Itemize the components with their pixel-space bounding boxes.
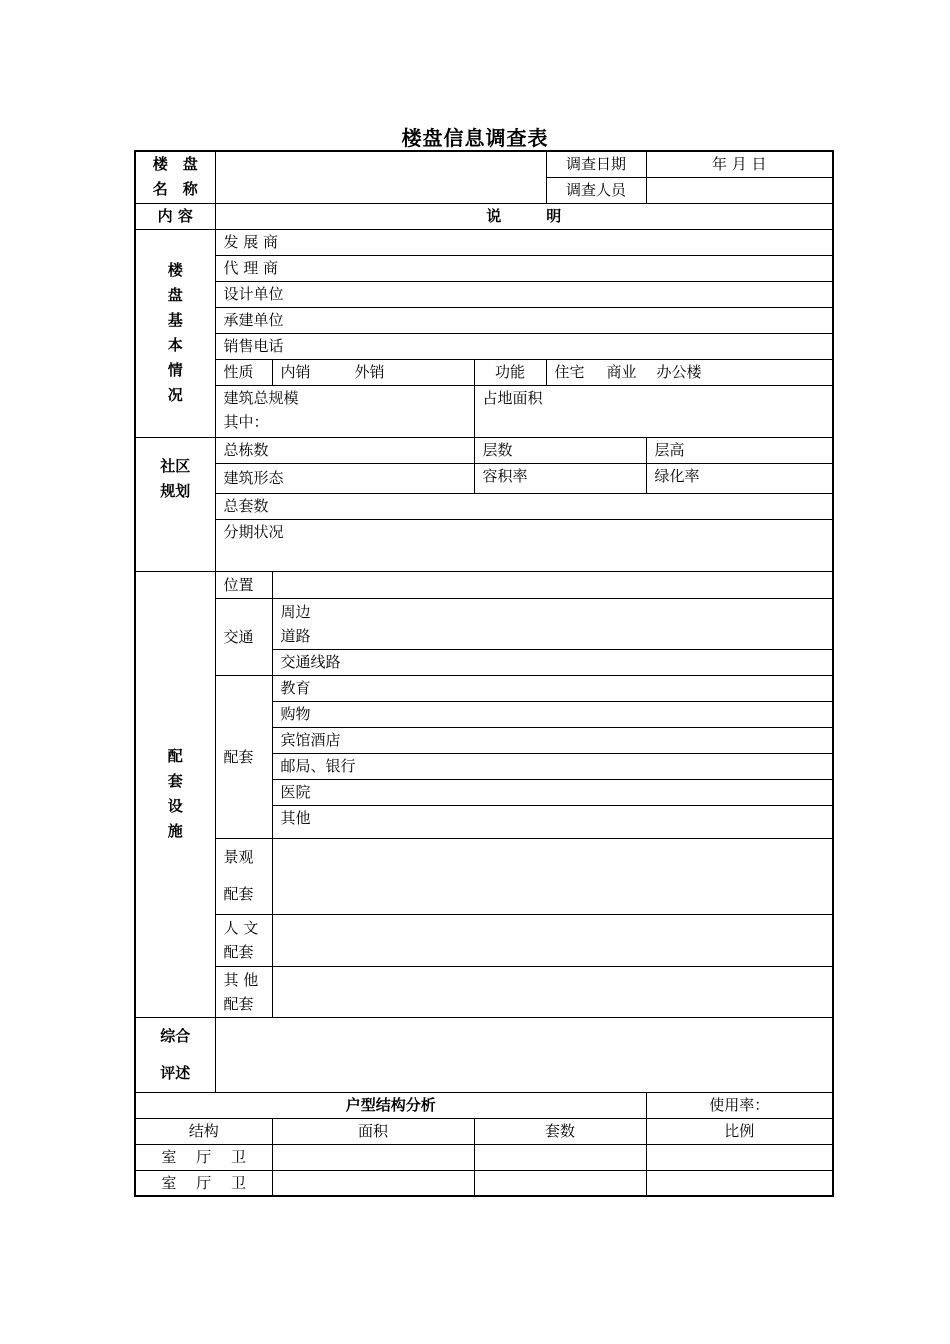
other-row[interactable] <box>272 805 833 838</box>
function-options[interactable] <box>546 359 833 385</box>
green-rate-cell[interactable] <box>646 463 833 493</box>
func-residential-option[interactable]: 住宅 <box>554 363 585 381</box>
land-area-cell[interactable] <box>474 385 833 437</box>
surveyor-field[interactable] <box>646 177 833 203</box>
other-support-field[interactable] <box>272 966 833 1017</box>
summary-field[interactable] <box>215 1017 833 1092</box>
construction-unit-label: 承建单位 <box>223 311 284 329</box>
page-title: 楼盘信息调查表 <box>401 126 549 150</box>
property-name-field[interactable] <box>215 151 546 203</box>
func-commercial-option[interactable]: 商业 <box>606 363 637 381</box>
buildings-label: 总栋数 <box>223 441 269 459</box>
landscape-field[interactable] <box>272 838 833 914</box>
col-ratio: 比例 <box>646 1118 833 1144</box>
floor-height-label: 层高 <box>654 441 685 459</box>
surrounding-roads-row[interactable] <box>272 598 833 649</box>
of-which-label: 其中： <box>223 412 269 431</box>
shopping-row[interactable] <box>272 701 833 727</box>
func-office-option[interactable]: 办公楼 <box>656 363 702 381</box>
sales-phone-row[interactable] <box>215 333 833 359</box>
floors-cell[interactable] <box>474 437 646 463</box>
land-area-label: 占地面积 <box>482 388 543 407</box>
property-name-label: 楼 盘 名 称 <box>135 151 215 203</box>
support-label: 配套 <box>215 675 272 838</box>
traffic-label: 交通 <box>215 598 272 675</box>
col-structure: 结构 <box>135 1118 272 1144</box>
unit-row-units[interactable] <box>474 1144 646 1170</box>
design-unit-label: 设计单位 <box>223 285 284 303</box>
agent-row[interactable] <box>215 255 833 281</box>
construction-unit-row[interactable] <box>215 307 833 333</box>
col-area: 面积 <box>272 1118 474 1144</box>
culture-label: 人 文 配套 <box>215 914 272 966</box>
far-cell[interactable] <box>474 463 646 493</box>
other-support-label: 其 他 配套 <box>215 966 272 1017</box>
building-form-cell[interactable] <box>215 463 474 493</box>
education-row[interactable] <box>272 675 833 701</box>
survey-date-label: 调查日期 <box>546 151 646 177</box>
floor-height-cell[interactable] <box>646 437 833 463</box>
community-section-label: 社区 规划 <box>135 437 215 571</box>
content-label: 内 容 <box>135 203 215 229</box>
nature-foreign-option[interactable]: 外销 <box>354 363 385 381</box>
phases-row[interactable] <box>215 519 833 571</box>
traffic-lines-row[interactable] <box>272 649 833 675</box>
usage-rate-label[interactable]: 使用率： <box>646 1092 833 1118</box>
total-scale-label: 建筑总规模 <box>223 388 299 407</box>
nature-options[interactable] <box>272 359 474 385</box>
function-label: 功能 <box>474 359 546 385</box>
nature-label: 性质 <box>215 359 272 385</box>
surveyor-label: 调查人员 <box>546 177 646 203</box>
location-field[interactable] <box>272 571 833 598</box>
green-rate-label: 绿化率 <box>654 466 700 485</box>
roads-label: 道路 <box>280 626 311 645</box>
location-label: 位置 <box>215 571 272 598</box>
basic-info-section-label: 楼 盘 基 本 情 况 <box>135 229 215 437</box>
floors-label: 层数 <box>482 441 513 459</box>
hospital-row[interactable] <box>272 779 833 805</box>
col-units: 套数 <box>474 1118 646 1144</box>
sales-phone-label: 销售电话 <box>223 337 284 355</box>
education-label: 教育 <box>280 679 311 697</box>
developer-row[interactable] <box>215 229 833 255</box>
unit-row-area[interactable] <box>272 1144 474 1170</box>
hospital-label: 医院 <box>280 783 311 801</box>
hotel-row[interactable] <box>272 727 833 753</box>
building-form-label: 建筑形态 <box>223 469 284 487</box>
surrounding-label: 周边 <box>280 602 311 621</box>
unit-analysis-title: 户型结构分析 <box>135 1092 646 1118</box>
total-units-row[interactable] <box>215 493 833 519</box>
hotel-label: 宾馆酒店 <box>280 731 341 749</box>
facilities-section-label: 配 套 设 施 <box>135 571 215 1017</box>
unit-row-units[interactable] <box>474 1170 646 1196</box>
landscape-label: 景观 配套 <box>215 838 272 914</box>
culture-field[interactable] <box>272 914 833 966</box>
agent-label: 代 理 商 <box>223 259 279 277</box>
summary-label: 综合 评述 <box>135 1017 215 1092</box>
unit-row-ratio[interactable] <box>646 1170 833 1196</box>
unit-row-structure[interactable]: 室 厅 卫 <box>135 1170 272 1196</box>
total-scale-cell[interactable] <box>215 385 474 437</box>
other-label: 其他 <box>280 808 311 827</box>
total-units-label: 总套数 <box>223 497 269 515</box>
developer-label: 发 展 商 <box>223 233 279 251</box>
post-bank-row[interactable] <box>272 753 833 779</box>
phases-label: 分期状况 <box>223 522 284 541</box>
shopping-label: 购物 <box>280 705 311 723</box>
nature-domestic-option[interactable]: 内销 <box>280 363 311 381</box>
post-bank-label: 邮局、银行 <box>280 757 356 775</box>
buildings-cell[interactable] <box>215 437 474 463</box>
design-unit-row[interactable] <box>215 281 833 307</box>
unit-row-structure[interactable]: 室 厅 卫 <box>135 1144 272 1170</box>
traffic-lines-label: 交通线路 <box>280 653 341 671</box>
unit-row-area[interactable] <box>272 1170 474 1196</box>
description-label: 说 明 <box>215 203 833 229</box>
survey-form-table <box>134 150 834 1197</box>
survey-date-value[interactable]: 年 月 日 <box>646 151 833 177</box>
unit-row-ratio[interactable] <box>646 1144 833 1170</box>
far-label: 容积率 <box>482 466 528 485</box>
